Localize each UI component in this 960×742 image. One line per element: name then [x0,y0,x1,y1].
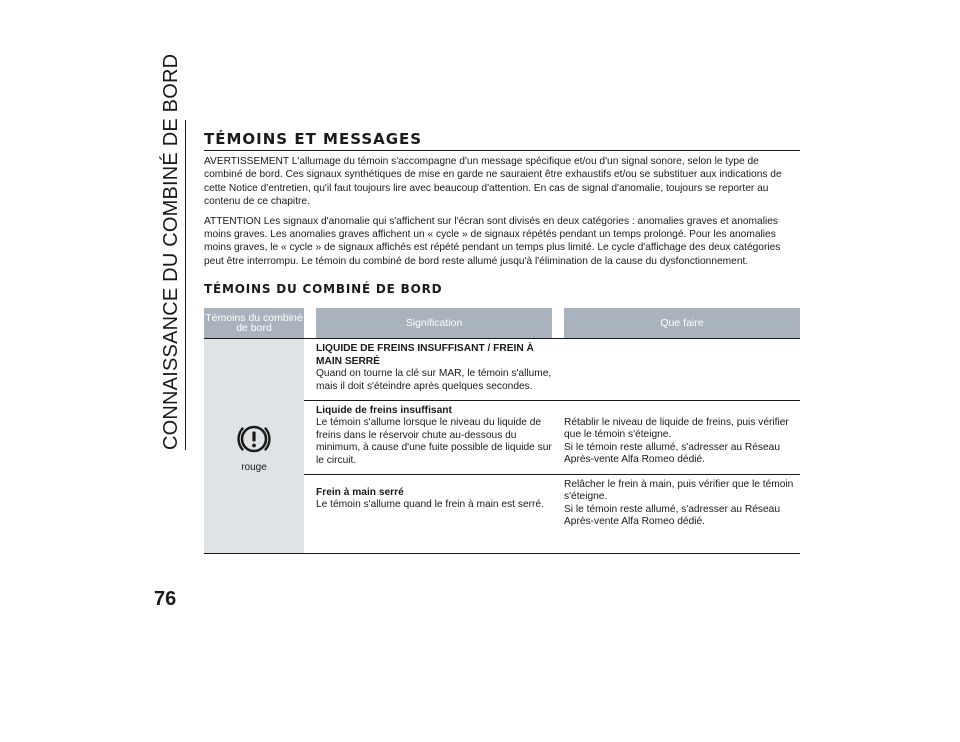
warning-paragraph: AVERTISSEMENT L'allumage du témoin s'accompagne d'un message spécifique et/ou d'un signal sonore, selon le type de combiné de bord. Ces signaux synthétiques de mise en garde ne sauraient être exhaustifs et/ou se substituer aux indications de cette Notice d'entretien, qu'il faut toujours lire avec beaucoup d'attention. En cas de signal d'anomalie, toujours se reporter au contenu de ce chapitre. [204,156,782,208]
chapter-divider [185,120,186,450]
subsection-title: TÉMOINS DU COMBINÉ DE BORD [204,282,443,297]
brake-warning-icon [235,420,273,458]
indicator-cell [204,339,304,553]
chapter-side-title: CONNAISSANCE DU COMBINÉ DE BORD [160,53,182,450]
header-action: Que faire [564,308,800,338]
row-title: Frein à main serré [316,486,404,498]
table-row [304,400,800,474]
header-indicator: Témoins du combiné de bord [204,308,304,338]
row-title: Liquide de freins insuffisant [316,404,452,416]
row-text: Quand on tourne la clé sur MAR, le témoin s'allume, mais il doit s'éteindre après quelques secondes. [316,368,552,393]
header-meaning: Signification [316,308,552,338]
indicator-color-label: rouge [241,461,267,473]
meaning-cell [316,475,552,535]
action-cell: Rétablir le niveau de liquide de freins, puis vérifier que le témoin s'éteigne. Si le témoin reste allumé, s'adresser au Réseau Après-vente Alfa Romeo dédié. [564,416,789,466]
page-number: 76 [154,588,177,610]
meaning-cell [316,401,552,474]
indicator-table [204,338,800,554]
row-title: LIQUIDE DE FREINS INSUFFISANT / FREIN À MAIN SERRÉ [316,343,534,367]
table-row [304,339,800,399]
table-header [204,308,800,338]
row-text: Le témoin s'allume quand le frein à main est serré. [316,499,544,511]
action-cell: Relâcher le frein à main, puis vérifier que le témoin s'éteigne. Si le témoin reste allumé, s'adresser au Réseau Après-vente Alfa Romeo dédié. [564,478,794,528]
section-title: TÉMOINS ET MESSAGES [204,130,800,151]
meaning-cell [316,339,552,399]
attention-paragraph: ATTENTION Les signaux d'anomalie qui s'affichent sur l'écran sont divisés en deux catégories : anomalies graves et anomalies moins graves. Les anomalies graves affichent un « cycle » de signaux répétés pendant un temps prolongé. Pour les anomalies moins graves, le « cycle » de signaux affichés est répété pendant un temps plus limité. Le cycle d'affichage des deux catégories peut être interrompu. Le témoin du combiné de bord reste allumé jusqu'à l'élimination de la cause du dysfonctionnement. [204,215,781,267]
table-rows [304,339,800,553]
action-cell [564,339,800,399]
main-content [204,130,800,554]
row-text: Le témoin s'allume lorsque le niveau du liquide de freins dans le réservoir chute au-dessous du minimum, à cause d'une fuite possible de liquide sur le circuit. [316,417,552,466]
table-row [304,474,800,535]
